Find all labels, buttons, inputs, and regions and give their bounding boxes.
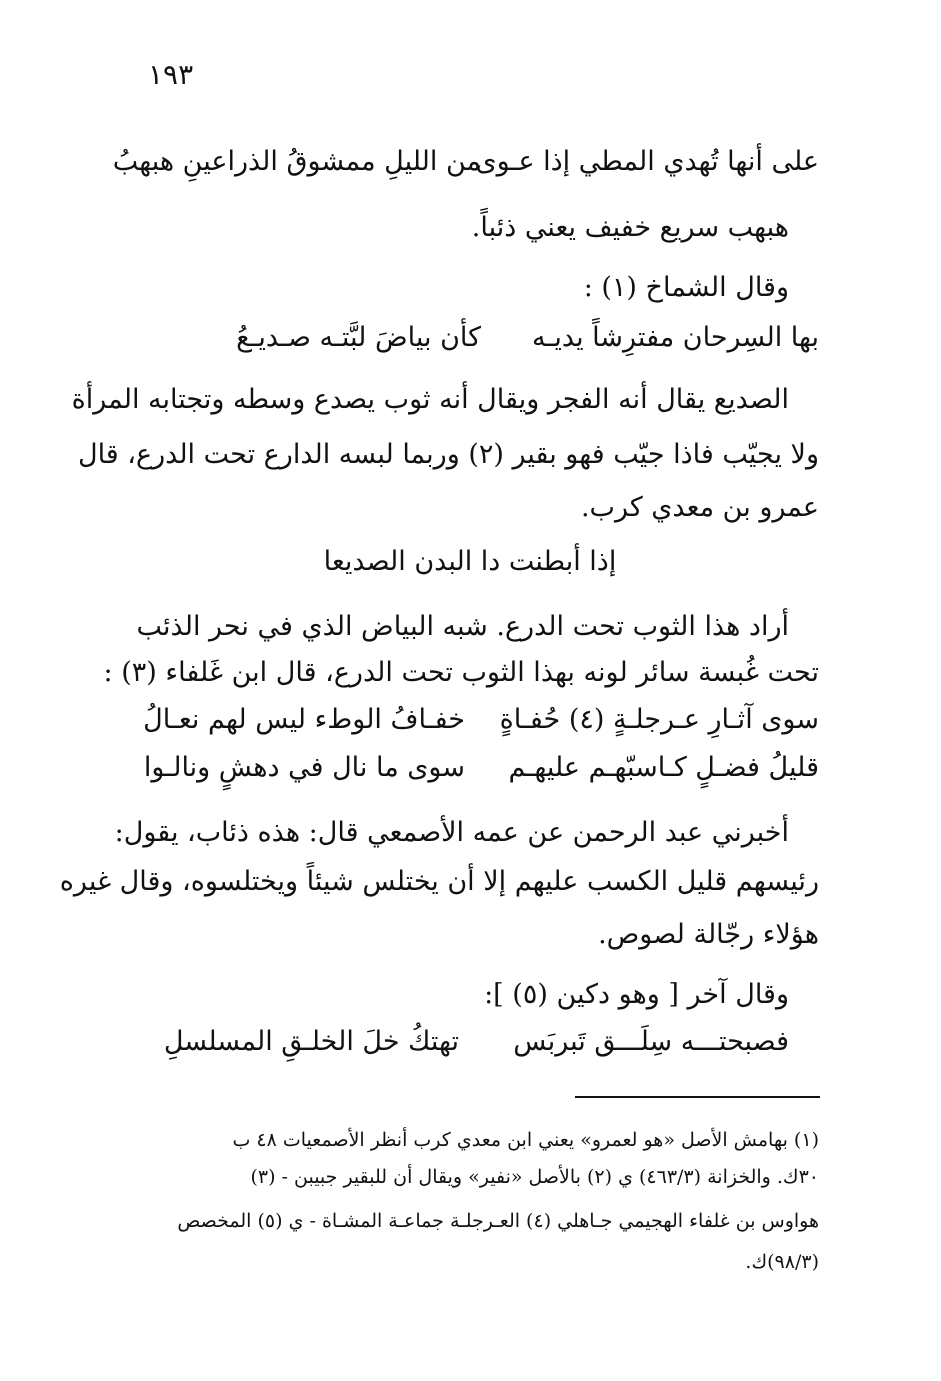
footnote-line-1: (١) بهامش الأصل «هو لعمرو» يعني ابن معدي كرب أنظر الأصمعيات ٤٨ ب: [232, 1129, 819, 1151]
paragraph-4-line-2: رئيسهم قليل الكسب عليهم إلا أن يختلس شيئاً ويختلسوه، وقال غيره: [59, 866, 819, 897]
verse-2: [161, 318, 819, 358]
verse-1-second-hemistich: من الليلِ ممشوقُ الذراعينِ هبهبُ: [112, 146, 481, 177]
verse-1-first-hemistich: على أنها تُهدي المطي إذا عـوى: [475, 146, 819, 177]
verse-5-first-hemistich: قليلُ فضـلٍ كـاسبّهـم عليهـم: [508, 752, 819, 783]
verse-5: [125, 748, 819, 788]
page-number: ١٩٣: [148, 58, 194, 91]
verse-2-second-hemistich: كأن بياضَ لبَّتـه صـديـعُ: [236, 322, 481, 353]
verse-1: [112, 142, 819, 182]
paragraph-2-line-1: الصديع يقال أنه الفجر ويقال أنه ثوب يصدع وسطه وتجتابه المرأة: [71, 384, 789, 415]
verse-4-second-hemistich: خفـافُ الوطء ليس لهم نعـالُ: [143, 704, 465, 735]
paragraph-3-line-2: تحت غُبسة سائر لونه بهذا الثوب تحت الدرع، قال ابن غَلفاء (٣) :: [103, 657, 819, 688]
footnote-separator: [575, 1096, 820, 1098]
intro-dukayn: وقال آخر [ وهو دكين (٥) ]:: [484, 979, 789, 1010]
verse-3: إذا أبطنت دا البدن الصديعا: [323, 546, 617, 577]
footnote-line-4: (٩٨/٣)ك.: [745, 1251, 819, 1273]
footnote-line-3: هواوس بن غلفاء الهجيمي جـاهلي (٤) العـرجلـة جماعـة المشـاة - ي (٥) المخصص: [177, 1210, 819, 1232]
paragraph-4-line-1: أخبرني عبد الرحمن عن عمه الأصمعي قال: هذه ذئاب، يقول:: [114, 817, 789, 848]
paragraph-3-line-1: أراد هذا الثوب تحت الدرع. شبه البياض الذي في نحر الذئب: [136, 611, 789, 642]
verse-2-first-hemistich: بها السِرحان مفترِشاً يديـه: [532, 322, 819, 353]
paragraph-2-line-3: عمرو بن معدي كرب.: [580, 492, 819, 523]
verse-6: [159, 1022, 789, 1062]
verse-6-second-hemistich: تهتكُ خلَ الخلـقِ المسلسلِ: [163, 1026, 459, 1057]
verse-6-first-hemistich: فصبحتـــه سِلَـــق تَبربَس: [513, 1026, 789, 1057]
footnote-line-2: ٣٠ك. والخزانة (٤٦٣/٣) ي (٢) بالأصل «نفير» ويقال أن للبقير جبيبن - (٣): [250, 1166, 819, 1188]
paragraph-1: هبهب سريع خفيف يعني ذئباً.: [471, 212, 789, 243]
verse-4: [125, 700, 819, 740]
paragraph-4-line-3: هؤلاء رجّالة لصوص.: [598, 919, 819, 950]
paragraph-2-line-2: ولا يجيّب فاذا جيّب فهو بقير (٢) وربما لبسه الدارع تحت الدرع، قال: [77, 439, 819, 470]
intro-shammakh: وقال الشماخ (١) :: [583, 272, 789, 303]
verse-5-second-hemistich: سوى ما نال في دهشٍ ونالـوا: [143, 752, 465, 783]
verse-4-first-hemistich: سوى آثـارِ عـرجلـةٍ (٤) حُفـاةٍ: [499, 704, 819, 735]
